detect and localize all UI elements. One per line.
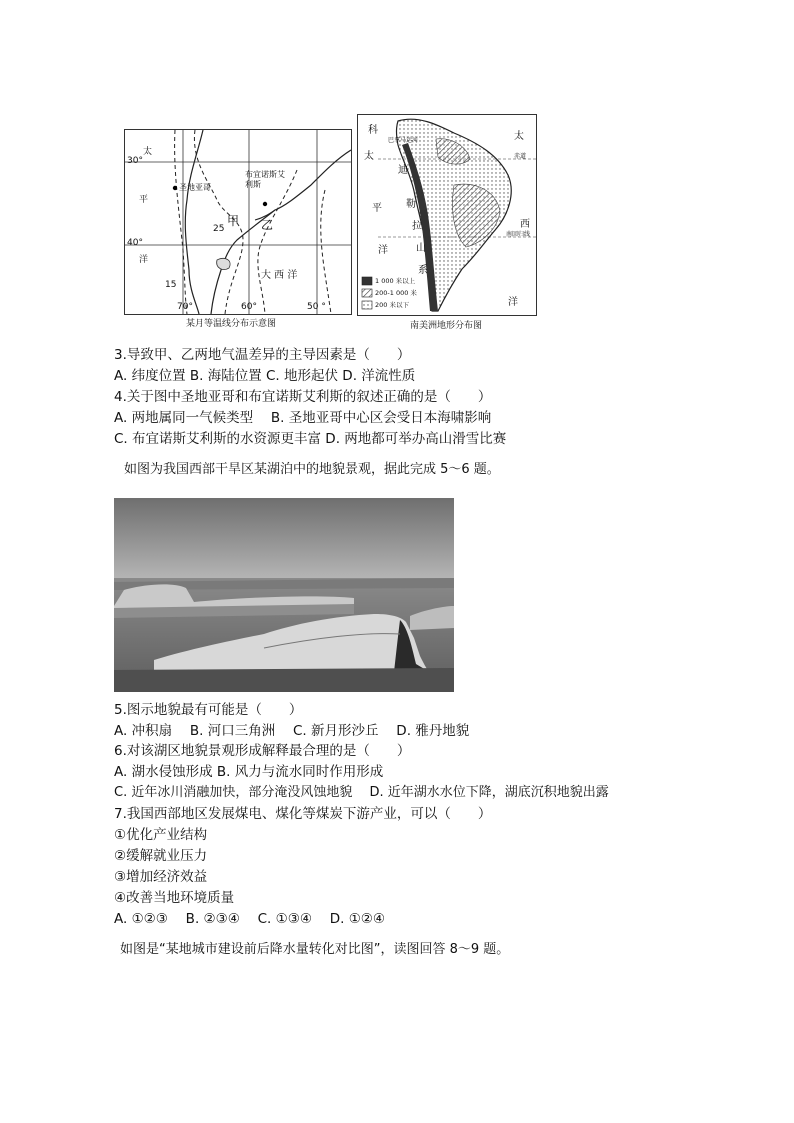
terrain-label-le: 勒 — [406, 199, 416, 210]
map-label-yang: 洋 — [139, 255, 149, 265]
map-label-atlantic: 大 西 洋 — [261, 270, 298, 281]
q3-options: A. 纬度位置 B. 海陆位置 C. 地形起伏 D. 洋流性质 — [114, 368, 416, 384]
legend-label-low: 200 米以下 — [375, 301, 409, 309]
map-label-yi: 乙 — [261, 218, 274, 232]
terrain-label-ke: 科 — [368, 125, 378, 136]
terrain-label-equator: 赤道 — [514, 153, 527, 160]
q4-stem: 4.关于图中圣地亚哥和布宜诺斯艾利斯的叙述正确的是（ ） — [114, 389, 492, 405]
terrain-label-di: 迪 — [398, 165, 408, 176]
terrain-map-caption: 南美洲地形分布图 — [410, 321, 483, 331]
intro-5-6: 如图为我国西部干旱区某湖泊中的地貌景观，据此完成 5～6 题。 — [124, 462, 500, 477]
map-label-jia: 甲 — [227, 214, 240, 228]
intro-8-9: 如图是“某地城市建设前后降水量转化对比图”，读图回答 8～9 题。 — [120, 942, 510, 957]
terrain-label-yang-right: 洋 — [508, 297, 518, 308]
map-label-lat30: 30° — [127, 156, 143, 166]
map-label-lon60: 60° — [241, 302, 257, 312]
legend-label-mid: 200-1 000 米 — [375, 289, 417, 297]
legend-label-high: 1 000 米以上 — [375, 277, 416, 285]
q6-options-1: A. 湖水侵蚀形成 B. 风力与流水同时作用形成 — [114, 764, 384, 780]
terrain-label-tropic: 南回归线 — [506, 231, 531, 238]
map-label-iso25: 25 — [213, 224, 225, 234]
q7-item-3: ③增加经济效益 — [114, 869, 208, 885]
q5-options: A. 冲积扇 B. 河口三角洲 C. 新月形沙丘 D. 雅丹地貌 — [114, 723, 470, 739]
map-label-iso15: 15 — [165, 280, 177, 290]
map-label-ping: 平 — [139, 195, 149, 205]
map-label-buenos-aires: 布宜诺斯艾利斯 — [245, 170, 285, 189]
q6-options-2: C. 近年冰川消融加快，部分淹没风蚀地貌 D. 近年湖水水位下降，湖底沉积地貌出露 — [114, 785, 609, 800]
map-label-lon70: 70° — [177, 302, 193, 312]
map-label-tai: 太 — [143, 147, 153, 157]
isotherm-map — [124, 129, 352, 315]
terrain-label-tai-left: 太 — [364, 151, 374, 162]
terrain-label-yang: 洋 — [378, 245, 388, 256]
isotherm-map-caption: 某月等温线分布示意图 — [186, 319, 277, 329]
terrain-label-la: 拉 — [412, 221, 422, 232]
q7-item-2: ②缓解就业压力 — [114, 848, 208, 864]
q5-stem: 5.图示地貌最有可能是（ ） — [114, 702, 303, 718]
yardang-photo — [114, 498, 454, 692]
terrain-map — [357, 114, 537, 316]
map-label-santiago: 圣地亚哥 — [179, 183, 211, 192]
q4-options-2: C. 布宜诺斯艾利斯的水资源更丰富 D. 两地都可举办高山滑雪比赛 — [114, 431, 507, 447]
yardang-photo-drawing — [114, 498, 454, 692]
q7-item-4: ④改善当地环境质量 — [114, 890, 235, 906]
terrain-label-shan: 山 — [416, 243, 426, 254]
q3-stem: 3.导致甲、乙两地气温差异的主导因素是（ ） — [114, 347, 411, 363]
terrain-label-xi: 系 — [418, 265, 428, 276]
terrain-label-panama: 巴拿马运河 — [388, 137, 419, 144]
q4-options-1: A. 两地属同一气候类型 B. 圣地亚哥中心区会受日本海啸影响 — [114, 410, 492, 426]
terrain-label-xi-right: 西 — [520, 219, 530, 230]
terrain-label-ping: 平 — [372, 203, 382, 214]
map-label-lon50: 50 ° — [307, 302, 326, 312]
map-label-lat40: 40° — [127, 238, 143, 248]
terrain-label-tai-right: 太 — [514, 131, 524, 142]
q7-options: A. ①②③ B. ②③④ C. ①③④ D. ①②④ — [114, 911, 386, 927]
terrain-map-drawing — [358, 115, 536, 315]
q7-stem: 7.我国西部地区发展煤电、煤化等煤炭下游产业，可以（ ） — [114, 806, 492, 822]
q7-item-1: ①优化产业结构 — [114, 827, 208, 843]
q6-stem: 6.对该湖区地貌景观形成解释最合理的是（ ） — [114, 743, 411, 759]
